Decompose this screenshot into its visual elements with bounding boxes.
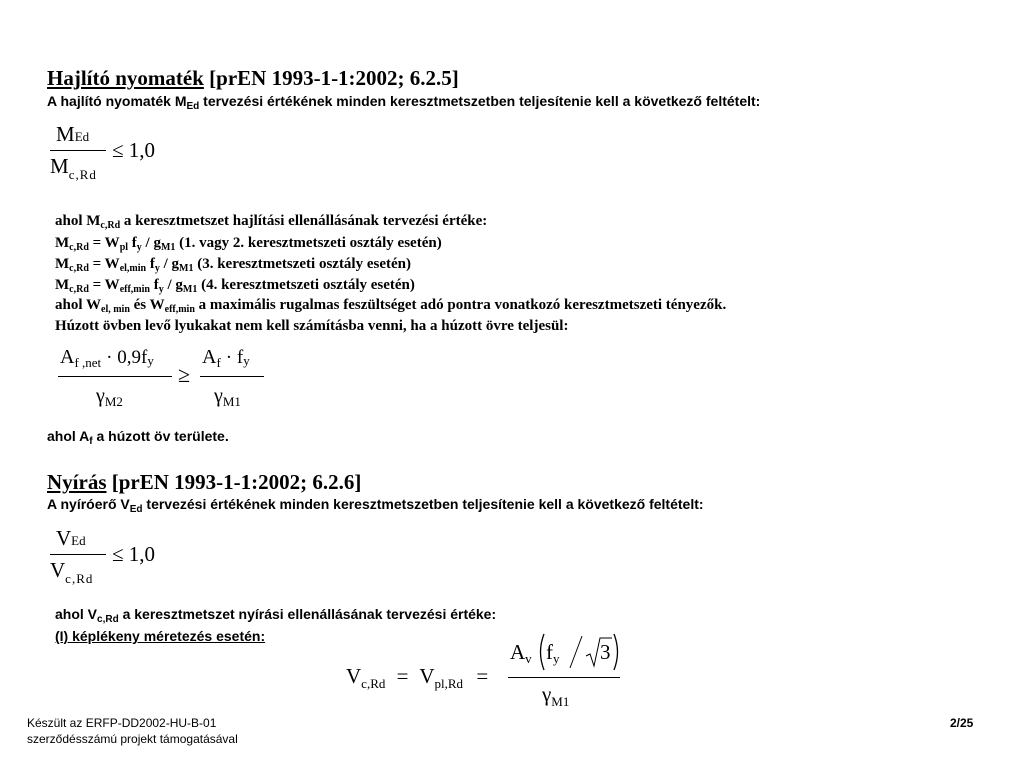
eq2-left-fraction-bar bbox=[58, 376, 172, 377]
section-heading-bending bbox=[47, 66, 459, 91]
eq4-fy: fy bbox=[546, 640, 560, 666]
eq4-lhs: $V_{c,Rd} = V_{pl,Rd}$ = bbox=[346, 664, 489, 691]
eq1-denominator: $M_{c,Rd}$ bbox=[50, 154, 97, 182]
eq2-right-numerator: $A_f$ · fy bbox=[202, 346, 250, 370]
intro-text: A hajlító nyomaték M bbox=[47, 93, 187, 109]
eq4-root-value: 3 bbox=[600, 640, 611, 664]
section-title: Hajlító nyomaték bbox=[47, 66, 204, 90]
eq4-fraction-bar bbox=[508, 677, 620, 678]
section-heading-shear bbox=[47, 470, 361, 495]
eq2-ge-sign: ≥ bbox=[178, 362, 191, 387]
def-line-2: $M_{c,Rd} = W_{pl}$ $f_y / g_{M1}$ (1. vagy 2. keresztmetszeti osztály esetén) bbox=[55, 235, 442, 253]
page-number: 2/25 bbox=[950, 716, 974, 730]
eq3-fraction-bar bbox=[50, 554, 106, 555]
footer-line-2: szerződésszámú projekt támogatásával bbox=[27, 732, 238, 746]
section-reference: [prEN 1993-1-1:2002; 6.2.6] bbox=[111, 470, 362, 494]
intro-text-rest: tervezési értékének minden keresztmetszetben teljesítenie kell a következő feltételt: bbox=[199, 93, 761, 109]
eq2-left-numerator: $A_{f ,net} \cdot 0,9fy$ bbox=[60, 346, 154, 370]
shear-def-line: ahol $V_{c,Rd}$ a keresztmetszet nyírási ellenállásának tervezési értéke: bbox=[55, 606, 497, 625]
footer-line-1: Készült az ERFP-DD2002-HU-B-01 bbox=[27, 716, 217, 730]
eq2-right-denominator: $\gamma_{M1}$ bbox=[214, 385, 241, 409]
eq3-denominator: $V_{c,Rd}$ bbox=[50, 558, 94, 586]
eq3-numerator: VEd bbox=[56, 526, 86, 550]
flange-area-note: ahol $A_f$ a húzott öv területe. bbox=[47, 428, 229, 447]
eq4-denominator: $\gamma_{M1}$ bbox=[542, 682, 570, 709]
plastic-design-heading: (I) képlékeny méretezés esetén: bbox=[55, 628, 266, 644]
intro-subscript: Ed bbox=[186, 101, 200, 112]
eq1-fraction-bar bbox=[50, 150, 106, 151]
shear-intro: A nyíróerő $V_{Ed}$ tervezési értékének minden keresztmetszetben teljesítenie kell a következő feltételt: bbox=[47, 496, 704, 515]
eq1-numerator: MEd bbox=[56, 122, 90, 146]
def-line-3: $M_{c,Rd} = W_{el,min}$ $f_y / g_{M1}$ (3. keresztmetszeti osztály esetén) bbox=[55, 256, 411, 274]
left-paren bbox=[541, 634, 545, 670]
right-paren bbox=[614, 634, 618, 670]
bending-intro bbox=[47, 93, 761, 112]
def-line-5: ahol $W_{el, min}$ és $W_{eff,min}$ a maximális rugalmas feszültséget adó pontra vonatkozó keresztmetszeti tényezők. bbox=[55, 297, 727, 315]
eq4-numerator: Av bbox=[510, 640, 532, 666]
def-line-4: $M_{c,Rd} = W_{eff,min}$ $f_y / g_{M1}$ (4. keresztmetszeti osztály esetén) bbox=[55, 277, 415, 295]
eq2-left-denominator: $\gamma_{M2}$ bbox=[96, 385, 123, 409]
division-slash bbox=[570, 636, 582, 668]
section-reference: [prEN 1993-1-1:2002; 6.2.5] bbox=[209, 66, 459, 90]
eq3-rhs: ≤ 1,0 bbox=[112, 542, 156, 566]
section-title: Nyírás bbox=[47, 470, 107, 494]
eq2-right-fraction-bar bbox=[200, 376, 264, 377]
def-line-1: ahol $M_{c,Rd}$ a keresztmetszet hajlítási ellenállásának tervezési értéke: bbox=[55, 213, 488, 231]
eq1-rhs: ≤ 1,0 bbox=[112, 138, 156, 162]
def-line-6: Húzott övben levő lyukakat nem kell számításba venni, ha a húzott övre teljesül: bbox=[55, 318, 569, 334]
